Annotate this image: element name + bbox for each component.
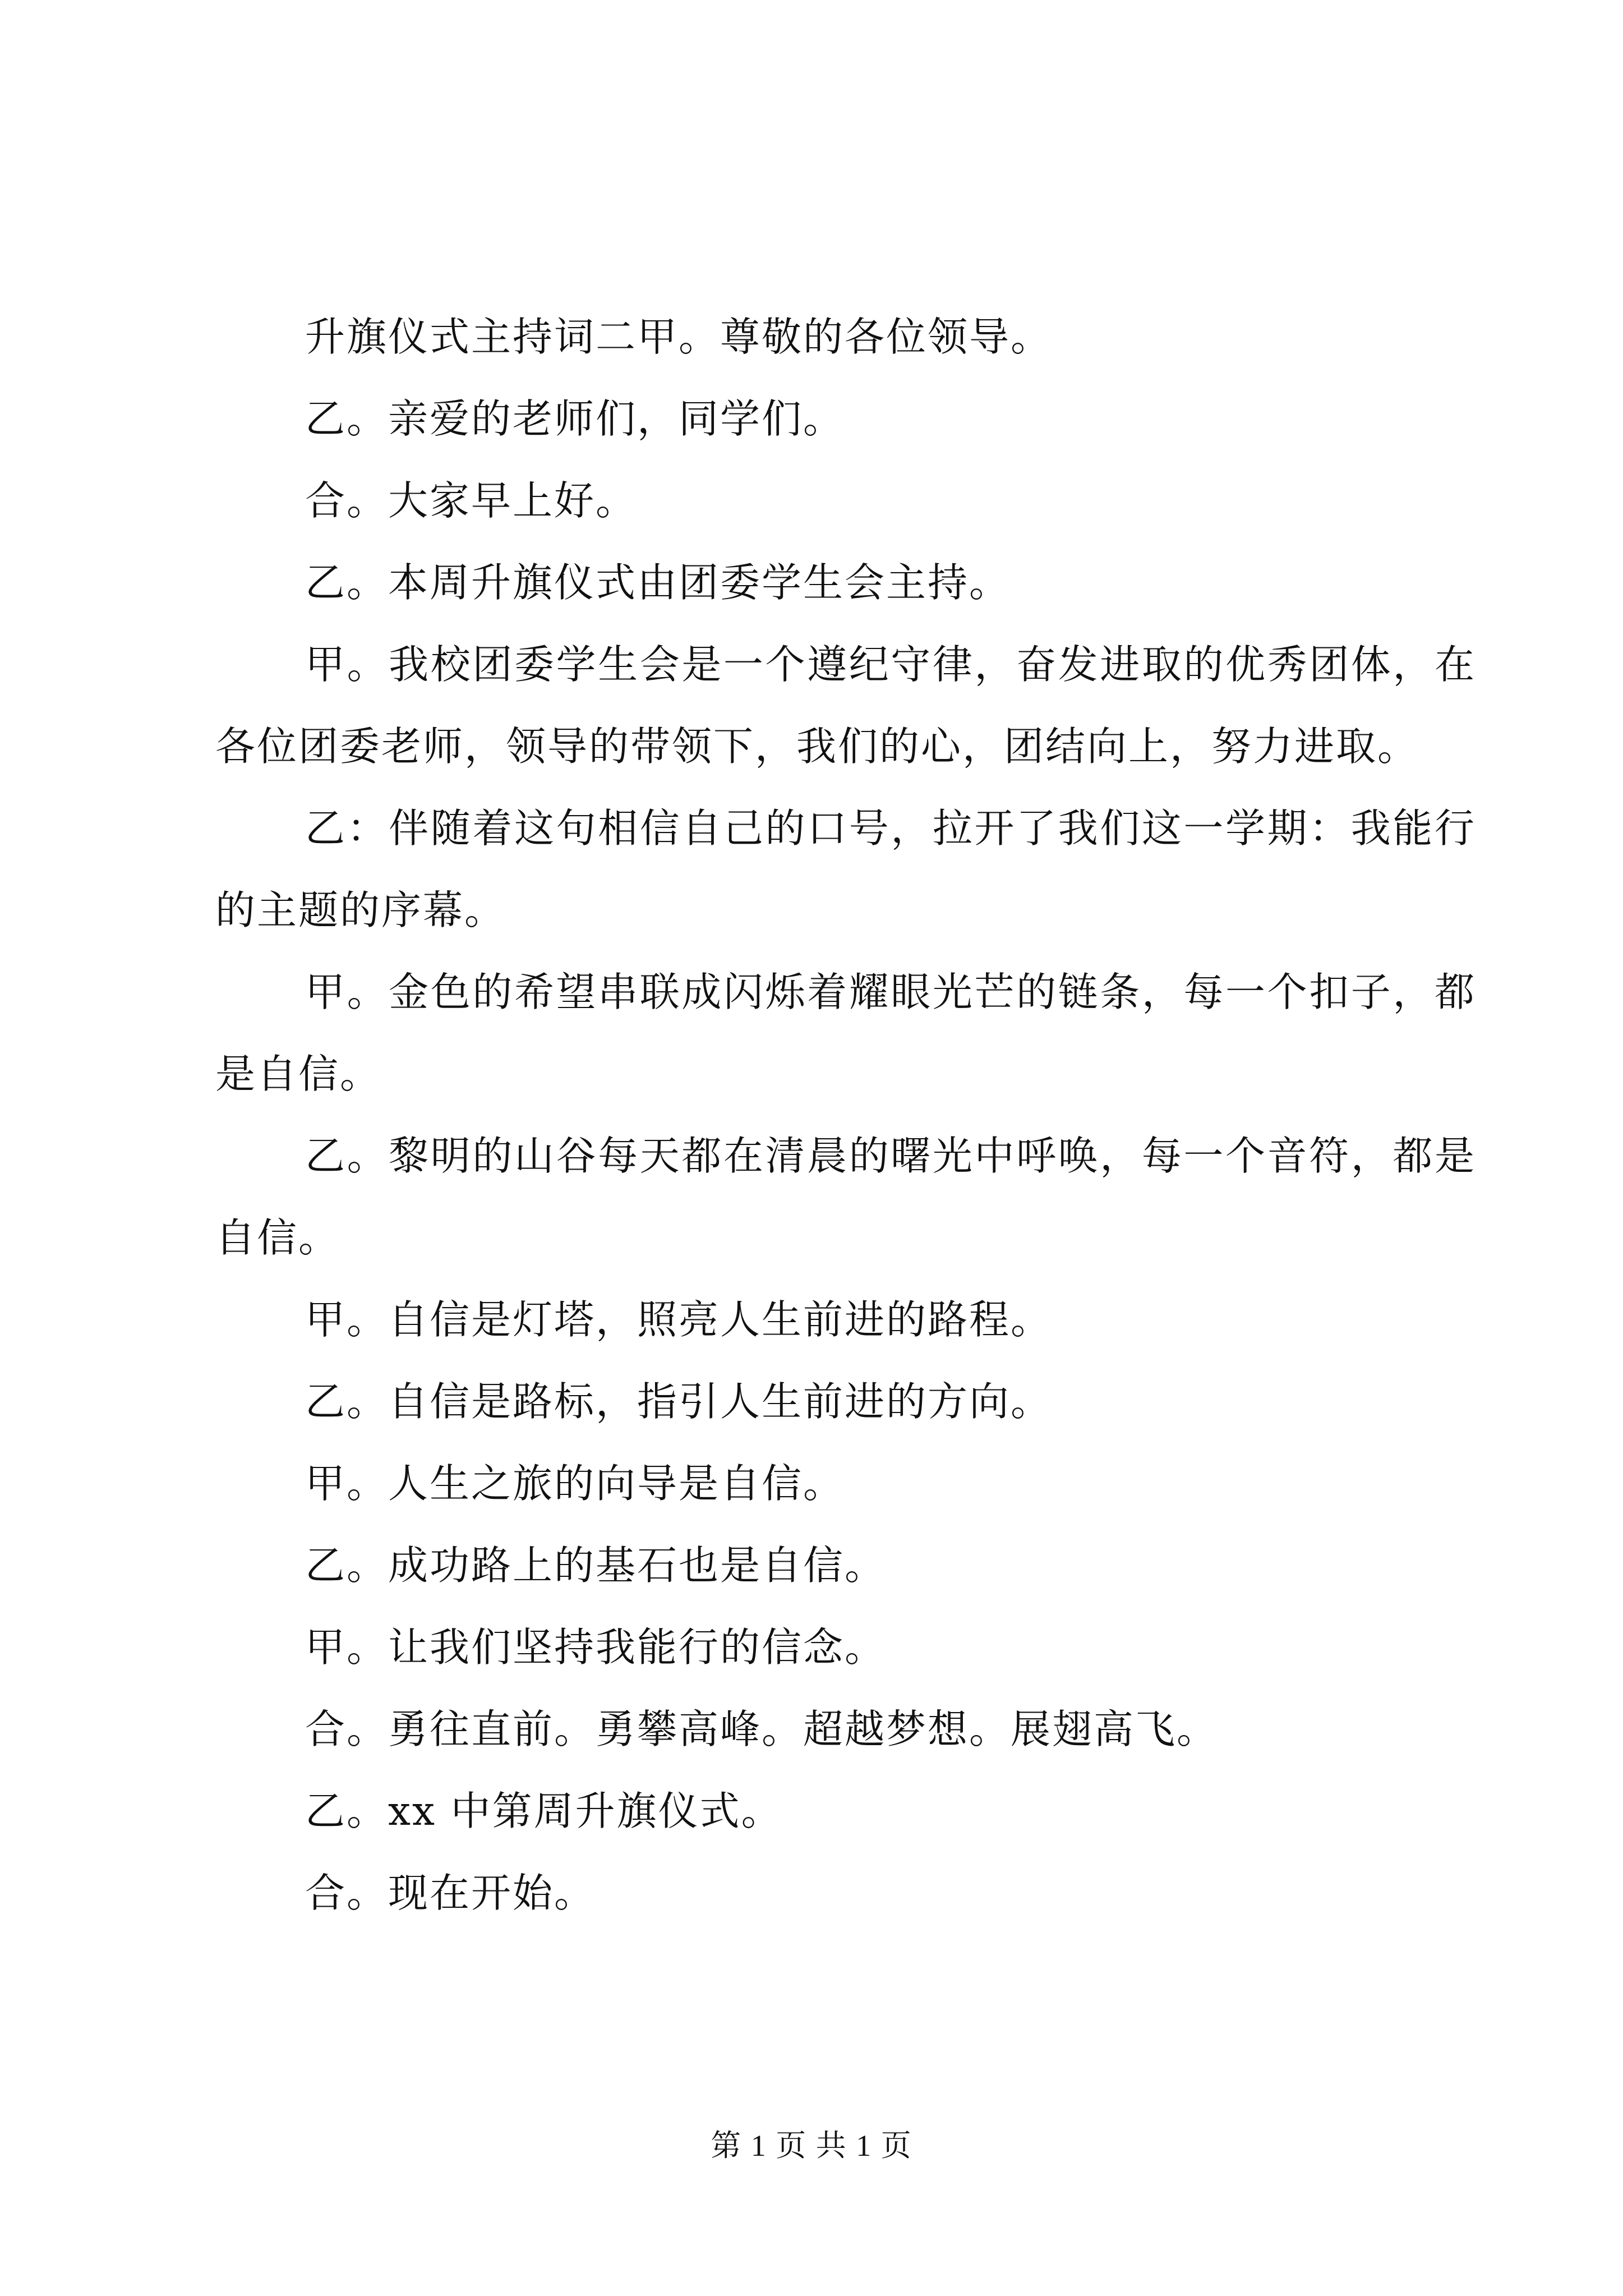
paragraph: 合。勇往直前。勇攀高峰。超越梦想。展翅高飞。: [305, 1706, 1219, 1752]
paragraph: 乙。本周升旗仪式由团委学生会主持。: [305, 559, 1011, 606]
paragraph: 乙。自信是路标，指引人生前进的方向。: [305, 1378, 1053, 1425]
paragraph: 乙。亲爱的老师们，同学们。: [305, 395, 845, 442]
paragraph: 甲。我校团委学生会是一个遵纪守律，奋发进取的优秀团体，在各位团委老师，领导的带领下，我们的心，团结向上，努力进取。: [215, 641, 1476, 770]
paragraph: 甲。人生之旅的向导是自信。: [305, 1460, 845, 1507]
paragraph: 甲。让我们坚持我能行的信念。: [305, 1624, 887, 1671]
document-body: [215, 296, 1476, 1934]
paragraph: 甲。金色的希望串联成闪烁着耀眼光芒的链条，每一个扣子，都是自信。: [215, 969, 1476, 1097]
paragraph: 乙。成功路上的基石也是自信。: [305, 1542, 887, 1589]
paragraph: 甲。自信是灯塔，照亮人生前进的路程。: [305, 1296, 1053, 1343]
paragraph: 乙。xx 中第周升旗仪式。: [305, 1788, 783, 1834]
paragraph: 合。大家早上好。: [305, 477, 638, 524]
paragraph: 乙：伴随着这句相信自己的口号，拉开了我们这一学期：我能行的主题的序幕。: [215, 805, 1476, 933]
page-footer: 第 1 页 共 1 页: [711, 2129, 912, 2162]
paragraph: 合。现在开始。: [305, 1870, 596, 1916]
paragraph: 乙。黎明的山谷每天都在清晨的曙光中呼唤，每一个音符，都是自信。: [215, 1133, 1476, 1261]
paragraph: 升旗仪式主持词二甲。尊敬的各位领导。: [305, 314, 1053, 360]
